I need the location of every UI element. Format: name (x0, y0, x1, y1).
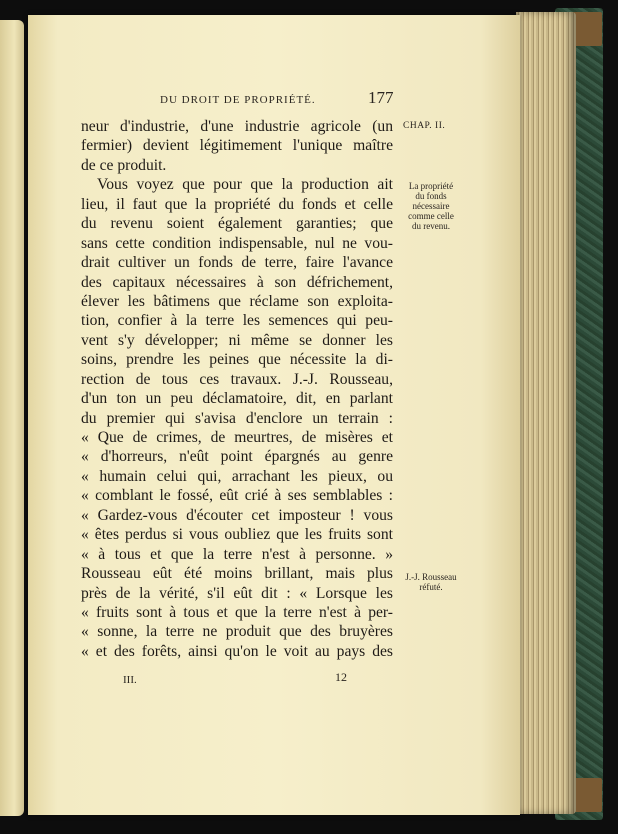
text-line: du premier qui s'avisa d'enclore un terrain : (81, 409, 393, 427)
text-line: « d'horreurs, n'eût point épargnés au genre (81, 448, 393, 466)
text-line: tion, confier à la terre les semences qui peu- (81, 312, 393, 330)
side-note-line: La propriété (408, 181, 454, 191)
text-line: vent s'y développer; ni même se donner les (81, 331, 393, 349)
text-line: Vous voyez que pour que la production ait (97, 176, 393, 194)
text-line: « et des forêts, ainsi qu'on le voit au pays des (81, 642, 393, 660)
chapter-marker: CHAP. II. (403, 121, 446, 131)
text-line: drait cultiver un fonds de terre, faire l'avance (81, 254, 393, 272)
page-stack-edges (516, 12, 576, 814)
text-line: « humain celui qui, arrachant les pieux, ou (81, 467, 393, 485)
text-line: « Que de crimes, de meurtres, de misères et (81, 429, 393, 446)
text-line: « fruits sont à tous et que la terre n'est à per- (81, 603, 393, 621)
text-line: neur d'industrie, d'une industrie agricole (un (81, 118, 393, 135)
volume-signature: III. (123, 674, 137, 686)
body-text (81, 117, 393, 661)
text-line: « Gardez-vous d'écouter cet imposteur ! vous (81, 506, 393, 524)
side-note-line: réfuté. (419, 582, 443, 592)
text-line: « sonne, la terre ne produit que des bruyères (81, 623, 393, 641)
text-line: près de la vérité, s'il eût dit : « Lorsque les (81, 584, 393, 602)
side-note-line: du revenu. (412, 221, 450, 231)
page-number: 177 (368, 88, 394, 107)
text-line: Rousseau eût été moins brillant, mais plus (81, 565, 393, 583)
text-line: « êtes perdus si vous oubliez que les fruits sont (81, 526, 393, 544)
text-line: élever les bâtimens que réclame son exploita- (81, 292, 393, 310)
text-line: du revenu soient également garanties; que (81, 215, 393, 233)
text-line: lieu, il faut que la propriété du fonds et celle (81, 195, 393, 213)
text-line: sans cette condition indispensable, nul ne vou- (81, 234, 393, 252)
side-note-line: du fonds (415, 191, 447, 201)
text-line: de ce produit. (81, 156, 167, 174)
text-line: fermier) devient légitimement l'unique maître (81, 137, 393, 155)
text-line: « à tous et que la terre n'est à personne. » (81, 545, 393, 563)
running-title: DU DROIT DE PROPRIÉTÉ. (160, 94, 316, 106)
text-line: « comblant le fossé, eût crié à ses semblables : (81, 487, 393, 505)
facing-page-edge (0, 20, 24, 816)
gathering-number: 12 (335, 670, 347, 684)
text-line: soins, prendre les peines que nécessite la di- (81, 351, 393, 369)
text-line: rection de tous ces travaux. J.-J. Rousseau, (81, 370, 393, 388)
text-line: d'un ton un peu déclamatoire, dit, en parlant (81, 390, 393, 408)
text-line: des capitaux nécessaires à son défrichement, (81, 273, 393, 291)
side-note-property (398, 181, 464, 231)
side-note-line: nécessaire (412, 201, 450, 211)
side-note-rousseau (396, 572, 466, 592)
side-note-line: comme celle (408, 211, 454, 221)
side-note-line: J.-J. Rousseau (405, 572, 457, 582)
